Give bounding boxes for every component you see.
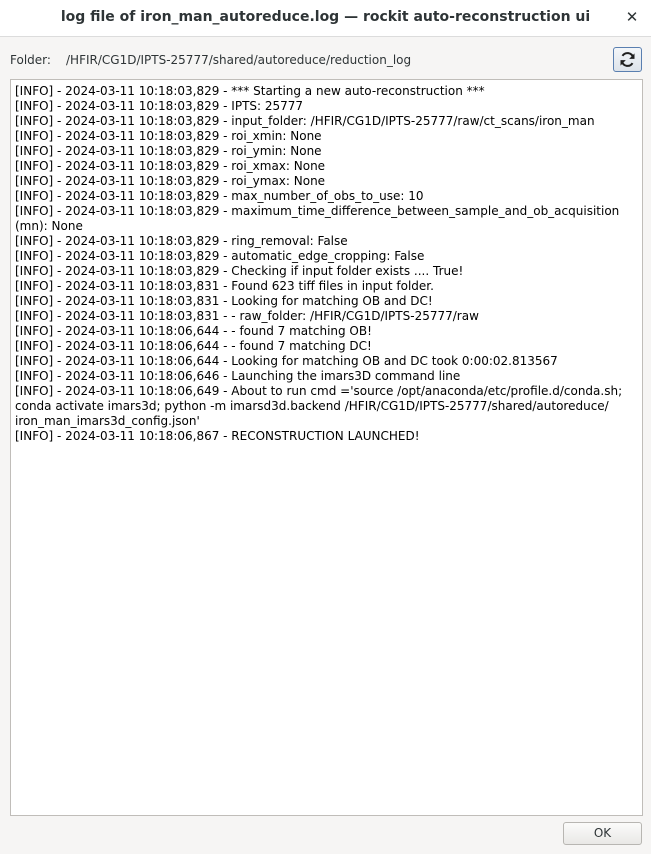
log-line: [INFO] - 2024-03-11 10:18:03,829 - *** Starting a new auto-reconstruction ***: [15, 84, 485, 98]
log-line: [INFO] - 2024-03-11 10:18:03,829 - Checking if input folder exists .... True!: [15, 264, 464, 278]
log-line: [INFO] - 2024-03-11 10:18:03,829 - automatic_edge_cropping: False: [15, 249, 425, 263]
log-line: [INFO] - 2024-03-11 10:18:03,831 - Looking for matching OB and DC!: [15, 294, 433, 308]
folder-label: Folder:: [10, 53, 51, 67]
log-line: [INFO] - 2024-03-11 10:18:03,829 - maximum_time_difference_between_sample_and_ob_acquisition (mn): None: [15, 204, 620, 233]
refresh-icon: [619, 51, 636, 68]
log-line: [INFO] - 2024-03-11 10:18:06,644 - - found 7 matching DC!: [15, 339, 372, 353]
log-line: [INFO] - 2024-03-11 10:18:06,649 - About to run cmd ='source /opt/anaconda/etc/profile.d/conda.sh; conda activate imars3d; python -m imarsd3d.backend /HFIR/CG1D/IPTS-25777/shared/autoreduce/ iron_man_imars3d_config.json': [15, 384, 623, 428]
log-line: [INFO] - 2024-03-11 10:18:03,831 - - raw_folder: /HFIR/CG1D/IPTS-25777/raw: [15, 309, 479, 323]
folder-path: /HFIR/CG1D/IPTS-25777/shared/autoreduce/reduction_log: [66, 53, 412, 67]
close-icon[interactable]: ✕: [625, 8, 639, 26]
refresh-button[interactable]: [613, 47, 642, 72]
log-line: [INFO] - 2024-03-11 10:18:03,829 - input_folder: /HFIR/CG1D/IPTS-25777/raw/ct_scans/iron_man: [15, 114, 595, 128]
log-line: [INFO] - 2024-03-11 10:18:03,829 - roi_xmin: None: [15, 129, 322, 143]
log-line: [INFO] - 2024-03-11 10:18:03,829 - ring_removal: False: [15, 234, 348, 248]
log-text-area[interactable]: [10, 79, 643, 816]
log-line: [INFO] - 2024-03-11 10:18:06,867 - RECONSTRUCTION LAUNCHED!: [15, 429, 420, 443]
log-line: [INFO] - 2024-03-11 10:18:06,646 - Launching the imars3D command line: [15, 369, 461, 383]
log-line: [INFO] - 2024-03-11 10:18:03,829 - IPTS: 25777: [15, 99, 304, 113]
log-line: [INFO] - 2024-03-11 10:18:06,644 - - found 7 matching OB!: [15, 324, 372, 338]
log-line: [INFO] - 2024-03-11 10:18:03,831 - Found 623 tiff files in input folder.: [15, 279, 434, 293]
log-line: [INFO] - 2024-03-11 10:18:03,829 - roi_ymin: None: [15, 144, 322, 158]
window-title: log file of iron_man_autoreduce.log — rockit auto-reconstruction ui: [60, 9, 591, 25]
log-line: [INFO] - 2024-03-11 10:18:03,829 - max_number_of_obs_to_use: 10: [15, 189, 424, 203]
title-bar[interactable]: [0, 0, 651, 37]
log-line: [INFO] - 2024-03-11 10:18:03,829 - roi_xmax: None: [15, 159, 326, 173]
log-line: [INFO] - 2024-03-11 10:18:06,644 - Looking for matching OB and DC took 0:00:02.813567: [15, 354, 558, 368]
log-line: [INFO] - 2024-03-11 10:18:03,829 - roi_ymax: None: [15, 174, 326, 188]
ok-button[interactable]: OK: [563, 822, 642, 845]
